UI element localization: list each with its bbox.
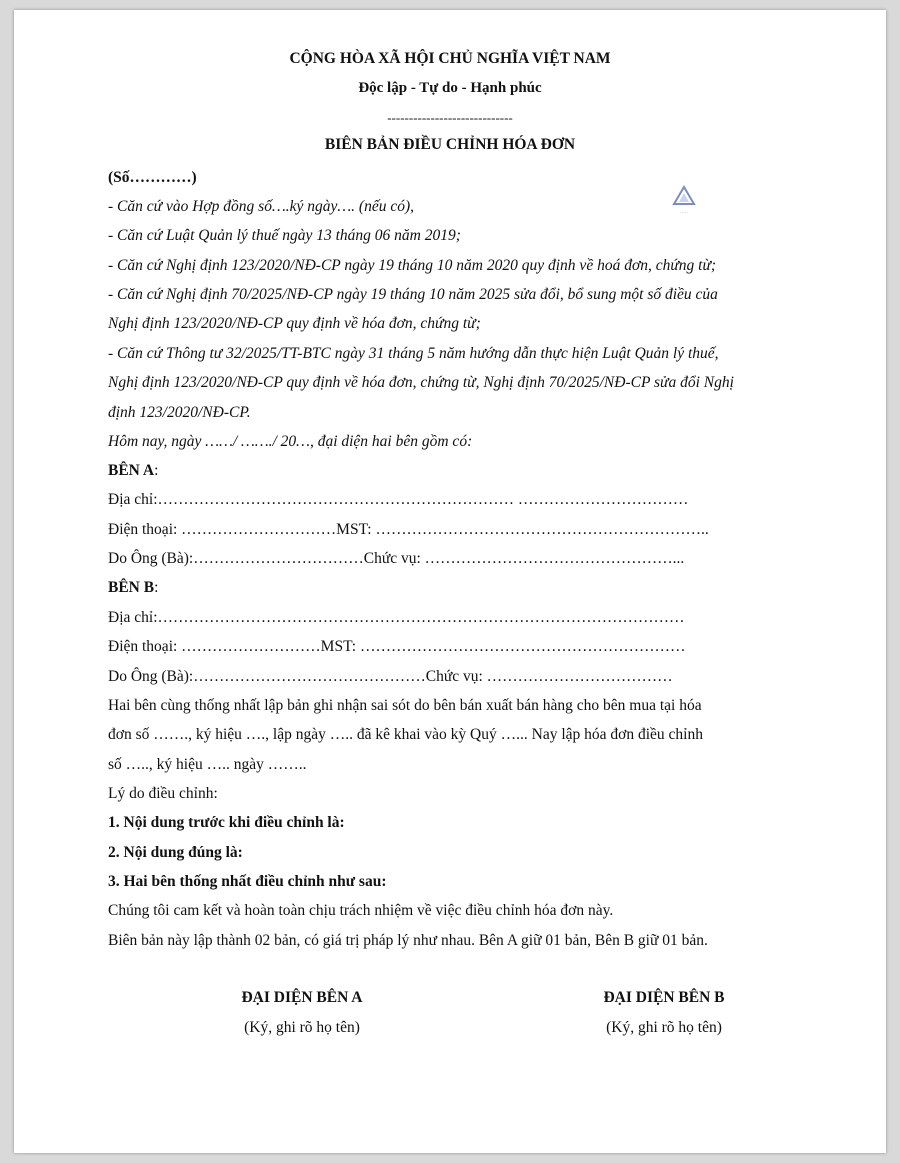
separator: ----------------------------- — [387, 110, 513, 125]
party-a-phone-mst: Điện thoại: …………………………MST: ……………………………………………………….. — [108, 521, 709, 538]
section-heading: 3. Hai bên thống nhất điều chỉnh như sau: — [108, 873, 387, 890]
party-a-heading — [108, 461, 158, 481]
signature-a-note: (Ký, ghi rõ họ tên) — [244, 1019, 360, 1036]
basis-line: Nghị định 123/2020/NĐ-CP quy định về hóa đơn, chứng từ, Nghị định 70/2025/NĐ-CP sửa đổi Nghị — [108, 374, 734, 391]
section-heading: 1. Nội dung trước khi điều chỉnh là: — [108, 814, 345, 831]
meeting-date-line: Hôm nay, ngày ……/ ……./ 20…, đại diện hai bên gồm có: — [108, 433, 473, 450]
basis-line: - Căn cứ Nghị định 70/2025/NĐ-CP ngày 19 tháng 10 năm 2025 sửa đổi, bổ sung một số điều của — [108, 286, 718, 303]
triangle-logo-icon — [664, 184, 704, 224]
basis-line: - Căn cứ Thông tư 32/2025/TT-BTC ngày 31 tháng 5 năm hướng dẫn thực hiện Luật Quản lý thuế, — [108, 345, 719, 362]
svg-text:·····: ····· — [680, 210, 688, 216]
party-b-heading — [108, 578, 158, 598]
motto: Độc lập - Tự do - Hạnh phúc — [358, 80, 542, 96]
party-b-address: Địa chỉ:………………………………………………………………………………………… — [108, 609, 685, 626]
basis-line: - Căn cứ Nghị định 123/2020/NĐ-CP ngày 19 tháng 10 năm 2020 quy định về hoá đơn, chứng từ; — [108, 257, 717, 274]
document-title: BIÊN BẢN ĐIỀU CHỈNH HÓA ĐƠN — [324, 136, 576, 153]
signature-b-note: (Ký, ghi rõ họ tên) — [606, 1019, 722, 1036]
party-a-colon: : — [154, 462, 159, 479]
agreement-line: Hai bên cùng thống nhất lập bản ghi nhận sai sót do bên bán xuất bán hàng cho bên mua tại hóa — [108, 697, 702, 714]
party-a-representative: Do Ông (Bà):……………………………Chức vụ: …………………………………………... — [108, 550, 685, 567]
basis-line: - Căn cứ Luật Quản lý thuế ngày 13 tháng 06 năm 2019; — [108, 227, 461, 244]
party-b-colon: : — [154, 579, 159, 596]
basis-line: - Căn cứ vào Hợp đồng số….ký ngày…. (nếu có), — [108, 198, 414, 215]
agreement-line: số ….., ký hiệu ….. ngày …….. — [108, 756, 307, 773]
signature-b-title: ĐẠI DIỆN BÊN B — [603, 989, 725, 1006]
section-heading: 2. Nội dung đúng là: — [108, 844, 243, 861]
document-number: (Số…………) — [108, 169, 197, 186]
document-page — [14, 10, 886, 1153]
party-b-heading-text: BÊN B — [108, 579, 155, 596]
party-b-representative: Do Ông (Bà):………………………………………Chức vụ: ……………………………… — [108, 668, 673, 685]
commitment-text: Chúng tôi cam kết và hoàn toàn chịu trách nhiệm về việc điều chỉnh hóa đơn này. — [108, 902, 614, 919]
basis-line: Nghị định 123/2020/NĐ-CP quy định về hóa đơn, chứng từ; — [108, 315, 481, 332]
party-a-address: Địa chỉ:…………………………………………………………… …………………………… — [108, 491, 689, 508]
agreement-line: đơn số ……., ký hiệu …., lập ngày ….. đã kê khai vào kỳ Quý …... Nay lập hóa đơn điều chỉnh — [108, 726, 703, 743]
copies-text: Biên bản này lập thành 02 bản, có giá trị pháp lý như nhau. Bên A giữ 01 bản, Bên B giữ 01 bản. — [108, 932, 708, 949]
party-a-heading-text: BÊN A — [108, 462, 155, 479]
reason-label: Lý do điều chỉnh: — [108, 785, 218, 802]
signature-a-title: ĐẠI DIỆN BÊN A — [241, 989, 363, 1006]
national-title: CỘNG HÒA XÃ HỘI CHỦ NGHĨA VIỆT NAM — [289, 50, 611, 67]
party-b-phone-mst: Điện thoại: ………………………MST: ……………………………………………………… — [108, 638, 686, 655]
basis-line: định 123/2020/NĐ-CP. — [108, 404, 251, 421]
